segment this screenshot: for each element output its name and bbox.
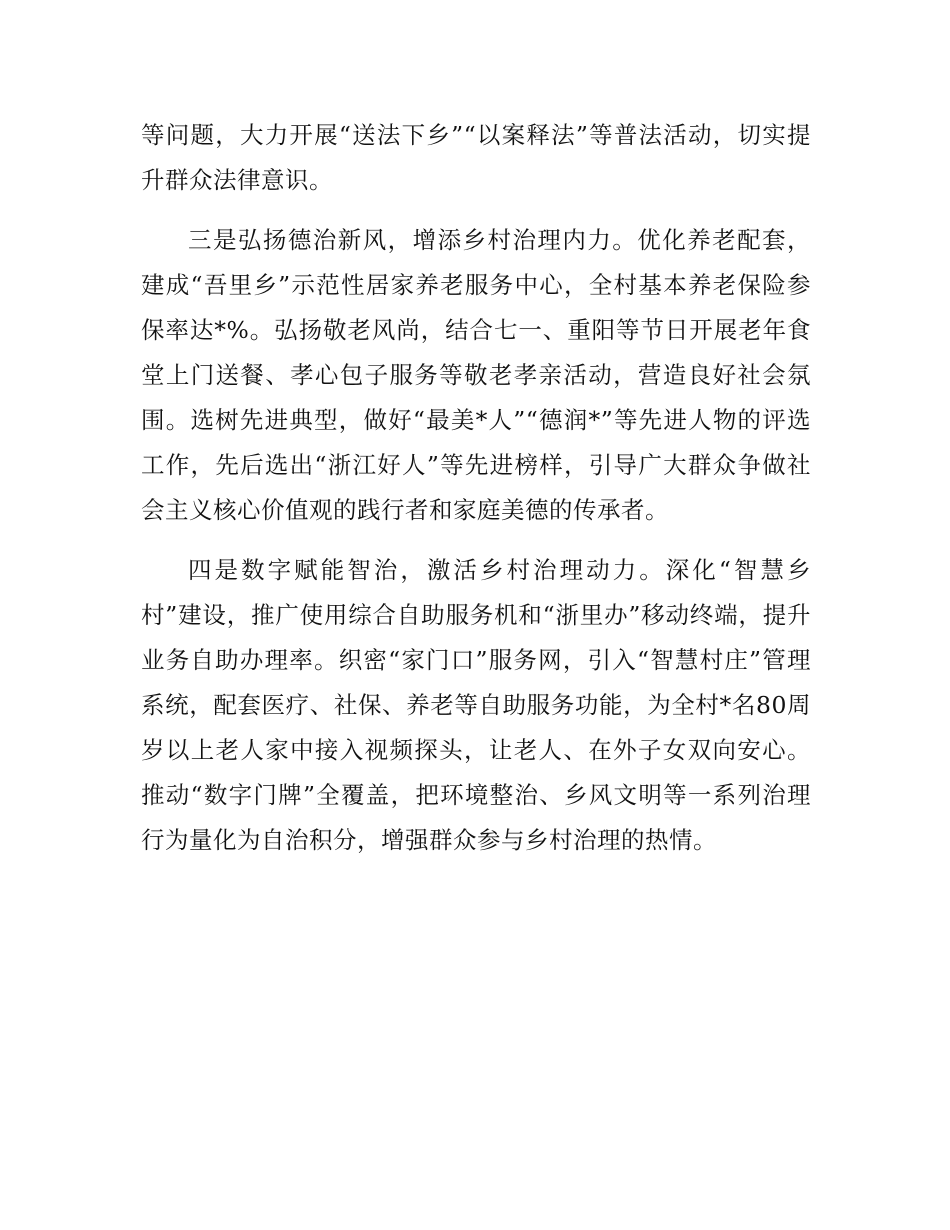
paragraph-point-four: 四是数字赋能智治，激活乡村治理动力。深化“智慧乡村”建设，推广使用综合自助服务机和“浙里办”移动终端，提升业务自助办理率。织密“家门口”服务网，引入“智慧村庄”管理系统，配套医疗、社保、养老等自助服务功能，为全村*名80周岁以上老人家中接入视频探头，让老人、在外子女双向安心。推动“数字门牌”全覆盖，把环境整治、乡风文明等一系列治理行为量化为自治积分，增强群众参与乡村治理的热情。 bbox=[141, 556, 811, 854]
paragraph-point-three: 三是弘扬德治新风，增添乡村治理内力。优化养老配套，建成“吾里乡”示范性居家养老服务中心，全村基本养老保险参保率达*%。弘扬敬老风尚，结合七一、重阳等节日开展老年食堂上门送餐、孝心包子服务等敬老孝亲活动，营造良好社会氛围。选树先进典型，做好“最美*人”“德润*”等先进人物的评选工作，先后选出“浙江好人”等先进榜样，引导广大群众争做社会主义核心价值观的践行者和家庭美德的传承者。 bbox=[141, 226, 811, 524]
document-body bbox=[141, 113, 811, 878]
paragraph-continuation: 等问题，大力开展“送法下乡”“以案释法”等普法活动，切实提升群众法律意识。 bbox=[141, 121, 811, 194]
